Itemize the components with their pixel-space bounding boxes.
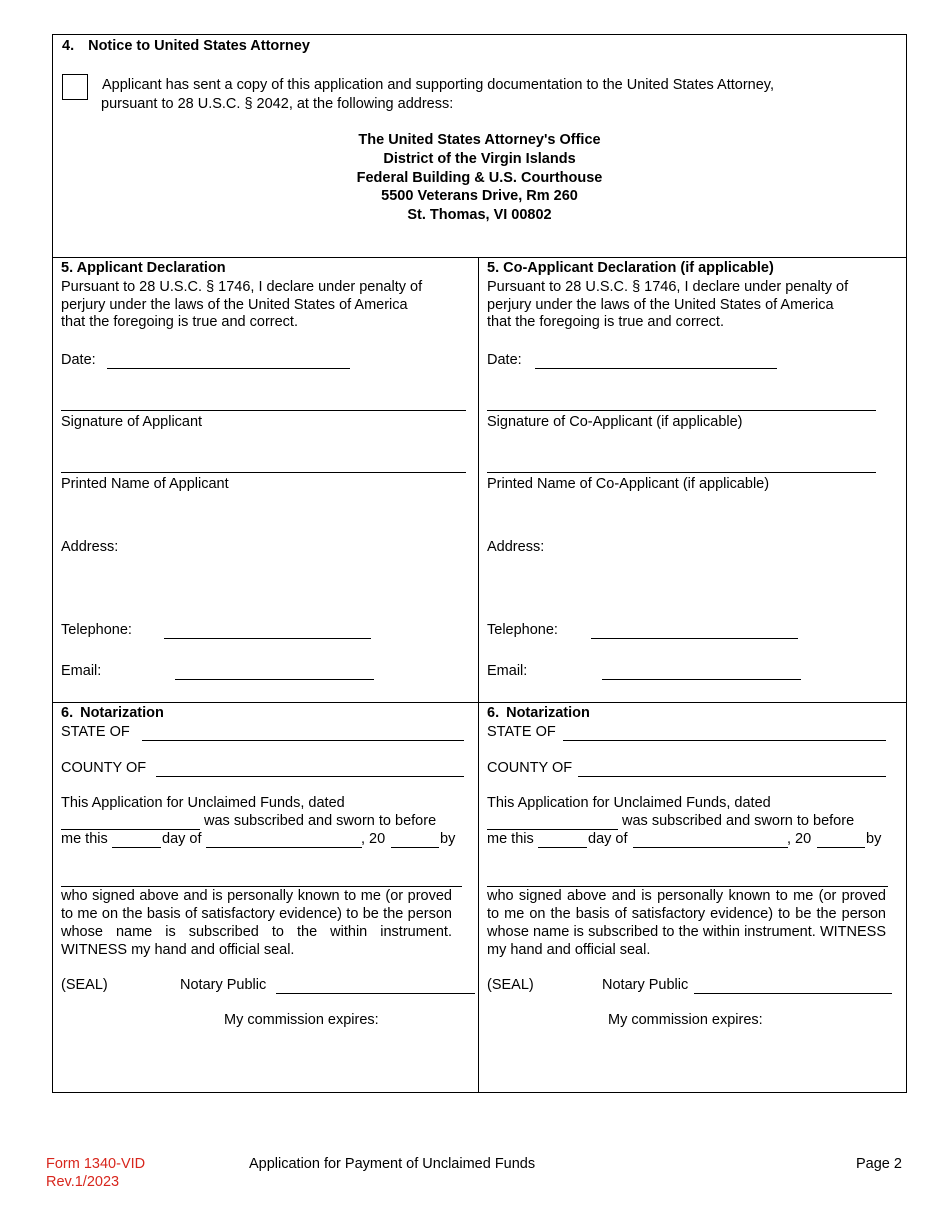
checkbox-text-line1: Applicant has sent a copy of this application and supporting documentation to the United States Attorney,: [102, 77, 774, 93]
us-attorney-address: [53, 131, 906, 225]
section-divider-5: [52, 257, 907, 258]
notary-right-subscribed-text: was subscribed and sworn to before: [622, 813, 855, 829]
notary-left-seal: (SEAL): [61, 977, 108, 993]
address-line-5: St. Thomas, VI 00802: [407, 207, 552, 224]
co-applicant-printed-name-field[interactable]: [487, 472, 876, 473]
co-applicant-telephone-field[interactable]: [591, 638, 798, 639]
section4-heading-num: 4.: [62, 38, 75, 54]
applicant-declaration-line1: Pursuant to 28 U.S.C. § 1746, I declare under penalty of: [61, 279, 423, 295]
notary-right-year-field[interactable]: [817, 847, 865, 848]
notary-left-year-field[interactable]: [391, 847, 439, 848]
us-attorney-notice-checkbox[interactable]: [62, 74, 88, 100]
notary-right-state-field[interactable]: [563, 740, 886, 741]
notary-left-state-field[interactable]: [142, 740, 464, 741]
address-line-4: 5500 Veterans Drive, Rm 260: [381, 188, 578, 205]
section4-heading-text: Notice to United States Attorney: [88, 38, 310, 54]
notarization-left-heading: [61, 705, 164, 721]
applicant-email-label: Email:: [61, 663, 102, 679]
co-applicant-date-field[interactable]: [535, 368, 777, 369]
notarization-right-heading: [487, 705, 590, 721]
notary-left-application-dated: This Application for Unclaimed Funds, dated: [61, 795, 345, 811]
notary-left-county-label: COUNTY OF: [61, 760, 147, 776]
notary-left-dated-field[interactable]: [61, 829, 200, 830]
notary-left-notary-public-label: Notary Public: [180, 977, 267, 993]
co-applicant-declaration-line2: perjury under the laws of the United States of America: [487, 297, 834, 313]
applicant-declaration-line3: that the foregoing is true and correct.: [61, 314, 298, 330]
notary-left-day-field[interactable]: [112, 847, 161, 848]
co-applicant-date-label: Date:: [487, 352, 522, 368]
applicant-printed-name-field[interactable]: [61, 472, 466, 473]
co-applicant-address-label: Address:: [487, 539, 545, 555]
notary-right-month-field[interactable]: [633, 847, 788, 848]
notary-right-commission-expires: My commission expires:: [608, 1012, 763, 1028]
footer-revision: Rev.1/2023: [46, 1174, 120, 1190]
notary-left-year-prefix: , 20: [361, 831, 386, 847]
notary-right-state-label: STATE OF: [487, 724, 556, 740]
section5-left-num: 5: [61, 260, 70, 276]
notary-right-by: by: [866, 831, 882, 847]
notary-right-me-this: me this: [487, 831, 534, 847]
co-applicant-signature-field[interactable]: [487, 410, 876, 411]
notary-left-me-this: me this: [61, 831, 108, 847]
notary-left-by: by: [440, 831, 456, 847]
notary-right-county-label: COUNTY OF: [487, 760, 573, 776]
notary-left-subscribed-text: was subscribed and sworn to before: [204, 813, 437, 829]
notary-left-day-of: day of: [162, 831, 202, 847]
notary-right-seal: (SEAL): [487, 977, 534, 993]
notary-right-notary-public-field[interactable]: [694, 993, 892, 994]
applicant-telephone-label: Telephone:: [61, 622, 132, 638]
notary-left-state-label: STATE OF: [61, 724, 130, 740]
applicant-declaration-heading: [61, 260, 226, 276]
notary-right-day-of: day of: [588, 831, 628, 847]
notarization-left-title: Notarization: [80, 705, 164, 721]
footer-page-number: Page 2: [856, 1156, 902, 1172]
applicant-address-label: Address:: [61, 539, 119, 555]
applicant-signature-label: Signature of Applicant: [61, 414, 203, 430]
co-applicant-printed-name-label: Printed Name of Co-Applicant (if applicable): [487, 476, 770, 492]
applicant-date-field[interactable]: [107, 368, 350, 369]
address-line-3: Federal Building & U.S. Courthouse: [356, 169, 603, 186]
co-applicant-declaration-line3: that the foregoing is true and correct.: [487, 314, 724, 330]
address-line-1: The United States Attorney's Office: [358, 132, 601, 148]
notary-right-application-dated: This Application for Unclaimed Funds, dated: [487, 795, 771, 811]
applicant-telephone-field[interactable]: [164, 638, 371, 639]
notary-right-year-prefix: , 20: [787, 831, 812, 847]
notarization-left-num: 6.: [61, 705, 74, 721]
applicant-date-label: Date:: [61, 352, 96, 368]
applicant-email-field[interactable]: [175, 679, 374, 680]
notary-right-day-field[interactable]: [538, 847, 587, 848]
notary-right-dated-field[interactable]: [487, 829, 618, 830]
applicant-declaration-line2: perjury under the laws of the United States of America: [61, 297, 408, 313]
notary-left-witness-text: who signed above and is personally known to me (or proved to me on the basis of satisfactory evidence) to be the person whose name is subscribed to the within instrument. WITNESS my hand and official seal.: [61, 888, 452, 958]
notary-right-notary-public-label: Notary Public: [602, 977, 689, 993]
section4-heading: [62, 38, 310, 54]
co-applicant-declaration-heading: 5. Co-Applicant Declaration (if applicable): [487, 260, 774, 276]
notary-right-county-field[interactable]: [578, 776, 886, 777]
notary-left-commission-expires: My commission expires:: [224, 1012, 379, 1028]
notary-left-county-field[interactable]: [156, 776, 464, 777]
notary-left-month-field[interactable]: [206, 847, 362, 848]
section5-left-heading: . Applicant Declaration: [69, 260, 226, 276]
footer-title: Application for Payment of Unclaimed Funds: [249, 1156, 536, 1172]
checkbox-text-line2: pursuant to 28 U.S.C. § 2042, at the following address:: [101, 96, 454, 112]
co-applicant-declaration-line1: Pursuant to 28 U.S.C. § 1746, I declare under penalty of: [487, 279, 849, 295]
notary-right-witness-text: who signed above and is personally known to me (or proved to me on the basis of satisfactory evidence) to be the person whose name is subscribed to the within instrument. WITNESS my hand and official seal.: [487, 888, 886, 958]
notarization-right-title: Notarization: [506, 705, 590, 721]
address-line-2: District of the Virgin Islands: [383, 150, 576, 167]
co-applicant-email-label: Email:: [487, 663, 528, 679]
column-divider: [478, 257, 479, 1093]
applicant-signature-field[interactable]: [61, 410, 466, 411]
section-divider-6: [52, 702, 907, 703]
co-applicant-email-field[interactable]: [602, 679, 801, 680]
co-applicant-signature-label: Signature of Co-Applicant (if applicable): [487, 414, 743, 430]
notary-left-notary-public-field[interactable]: [276, 993, 475, 994]
co-applicant-telephone-label: Telephone:: [487, 622, 558, 638]
applicant-printed-name-label: Printed Name of Applicant: [61, 476, 229, 492]
footer-form-number: Form 1340-VID: [46, 1156, 146, 1172]
notarization-right-num: 6.: [487, 705, 500, 721]
